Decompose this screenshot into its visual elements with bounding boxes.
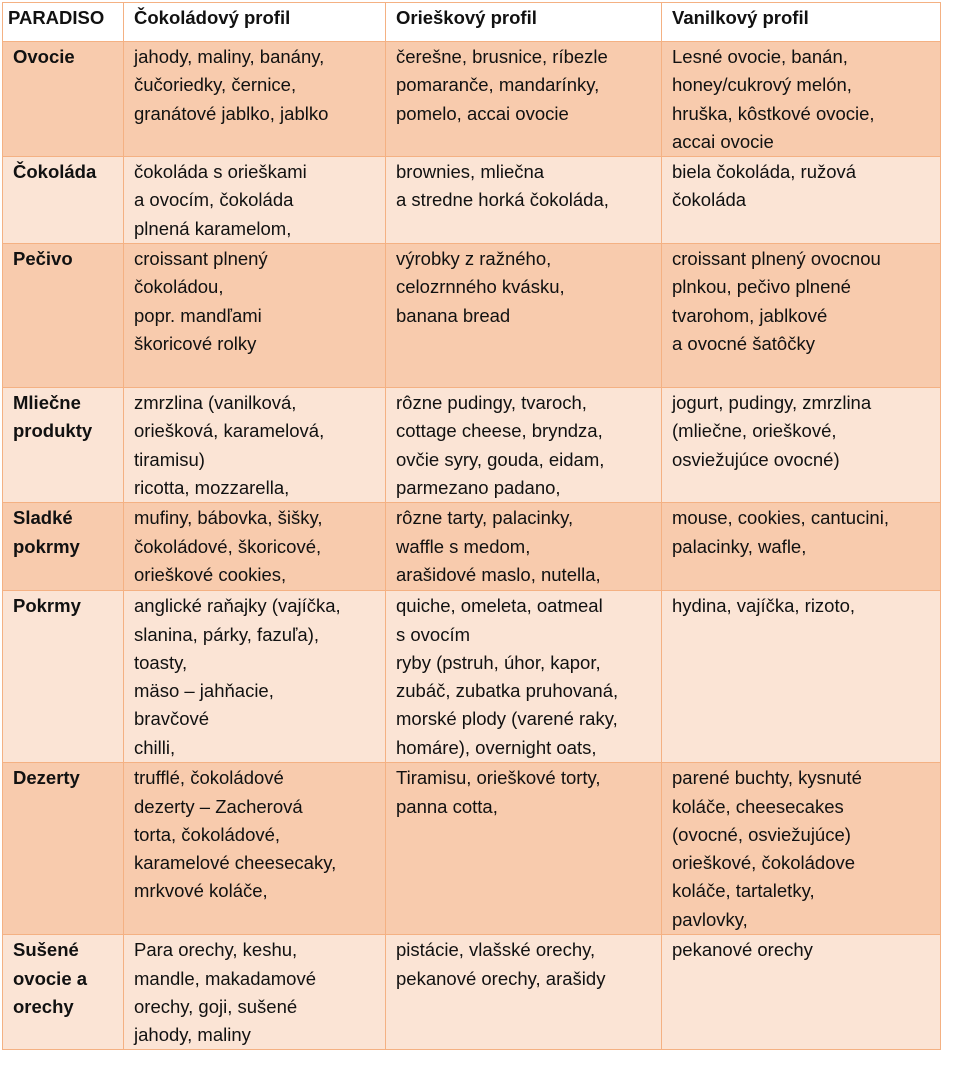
cell-line: anglické raňajky (vajíčka, <box>134 595 341 617</box>
cell-line: quiche, omeleta, oatmeal <box>396 595 603 617</box>
cell-line: chilli, <box>134 736 176 758</box>
cell-line: banana bread <box>396 304 511 326</box>
cell-line: orechy, goji, sušené <box>134 995 298 1017</box>
cell-line: pavlovky, <box>672 908 748 930</box>
cell-line: čokoláda <box>672 189 747 211</box>
cell-line: koláče, tartaletky, <box>672 880 815 902</box>
cell-line: čokoládou, <box>134 276 224 298</box>
cell-line: (ovocné, osviežujúce) <box>672 823 851 845</box>
category-cell <box>3 157 124 244</box>
vanilkovy-cell <box>662 763 941 935</box>
cell-line: koláče, cheesecakes <box>672 795 844 817</box>
category-cell <box>3 763 124 935</box>
cell-line: Mliečne <box>13 392 81 414</box>
cell-line: čučoriedky, černice, <box>134 74 297 96</box>
cell-line: výrobky z ražného, <box>396 248 552 270</box>
cokoladovy-cell <box>124 503 386 591</box>
cell-line: pomaranče, mandarínky, <box>396 74 600 96</box>
cokoladovy-cell <box>124 42 386 157</box>
cell-line: morské plody (varené raky, <box>396 708 618 730</box>
header-cell-cokoladovy: Čokoládový profil <box>124 3 386 42</box>
cell-line: Sušené <box>13 939 79 961</box>
orieskovy-cell <box>386 388 662 503</box>
category-cell <box>3 591 124 763</box>
orieskovy-cell <box>386 157 662 244</box>
category-cell <box>3 42 124 157</box>
cokoladovy-cell <box>124 935 386 1050</box>
cell-line: oriešková, karamelová, <box>134 420 325 442</box>
table-row <box>3 503 941 591</box>
cell-line: Čokoláda <box>13 161 97 183</box>
cell-line: Para orechy, keshu, <box>134 939 298 961</box>
cell-line: a ovocné šatôčky <box>672 332 815 354</box>
header-cell-paradiso: PARADISO <box>3 3 124 42</box>
table-row <box>3 244 941 388</box>
cokoladovy-cell <box>124 157 386 244</box>
cell-line: panna cotta, <box>396 795 498 817</box>
cell-line: ovčie syry, gouda, eidam, <box>396 448 605 470</box>
cell-line: s ovocím <box>396 623 471 645</box>
orieskovy-cell <box>386 763 662 935</box>
cell-line: slanina, párky, fazuľa), <box>134 623 319 645</box>
cell-line: Sladké <box>13 507 73 529</box>
cell-line: orieškové, čokoládove <box>672 852 856 874</box>
cell-line: croissant plnený ovocnou <box>672 248 881 270</box>
category-cell <box>3 244 124 388</box>
cell-line: zubáč, zubatka pruhovaná, <box>396 680 619 702</box>
pairing-table <box>2 2 941 1050</box>
cell-line: škoricové rolky <box>134 332 257 354</box>
cell-line: zmrzlina (vanilková, <box>134 392 297 414</box>
cell-line: bravčové <box>134 708 210 730</box>
cell-line: jahody, maliny <box>134 1024 251 1046</box>
cell-line: trufflé, čokoládové <box>134 767 284 789</box>
cell-line: granátové jablko, jablko <box>134 102 329 124</box>
cell-line: arašidové maslo, nutella, <box>396 563 601 585</box>
table-body <box>3 42 941 1050</box>
cell-line: croissant plnený <box>134 248 268 270</box>
cell-line: a stredne horká čokoláda, <box>396 189 609 211</box>
cell-line: orieškové cookies, <box>134 563 287 585</box>
cell-line: čokoládové, škoricové, <box>134 535 322 557</box>
cell-line: celozrnného kvásku, <box>396 276 565 298</box>
cell-line: cottage cheese, bryndza, <box>396 420 603 442</box>
cell-line: ryby (pstruh, úhor, kapor, <box>396 651 601 673</box>
cell-line: brownies, mliečna <box>396 161 545 183</box>
cell-line: čokoláda s orieškami <box>134 161 307 183</box>
cell-line: plnkou, pečivo plnené <box>672 276 851 298</box>
table-row <box>3 591 941 763</box>
cell-line: hruška, kôstkové ovocie, <box>672 102 875 124</box>
vanilkovy-cell <box>662 157 941 244</box>
orieskovy-cell <box>386 503 662 591</box>
category-cell <box>3 503 124 591</box>
cell-line: produkty <box>13 420 93 442</box>
cell-line: (mliečne, orieškové, <box>672 420 837 442</box>
cell-line: Pečivo <box>13 248 73 270</box>
cell-line: torta, čokoládové, <box>134 823 281 845</box>
cell-line: pomelo, accai ovocie <box>396 102 569 124</box>
cell-line: Pokrmy <box>13 595 81 617</box>
cell-line: hydina, vajíčka, rizoto, <box>672 595 856 617</box>
cell-line: mouse, cookies, cantucini, <box>672 507 889 529</box>
orieskovy-cell <box>386 244 662 388</box>
cell-line: mrkvové koláče, <box>134 880 268 902</box>
cell-line: homáre), overnight oats, <box>396 736 597 758</box>
cell-line: parmezano padano, <box>396 476 561 498</box>
cell-line: tiramisu) <box>134 448 205 470</box>
table-row <box>3 42 941 157</box>
cell-line: toasty, <box>134 651 188 673</box>
category-cell <box>3 388 124 503</box>
cell-line: waffle s medom, <box>396 535 531 557</box>
cell-line: mufiny, bábovka, šišky, <box>134 507 323 529</box>
header-cell-orieskovy: Orieškový profil <box>386 3 662 42</box>
cell-line: jahody, maliny, banány, <box>134 46 325 67</box>
cell-line: a ovocím, čokoláda <box>134 189 294 211</box>
cell-line: parené buchty, kysnuté <box>672 767 862 789</box>
cell-line: pekanové orechy <box>672 939 813 961</box>
cell-line: pekanové orechy, arašidy <box>396 967 606 989</box>
vanilkovy-cell <box>662 935 941 1050</box>
cell-line: ricotta, mozzarella, <box>134 476 290 498</box>
cell-line: Ovocie <box>13 46 75 67</box>
cell-line: pistácie, vlašské orechy, <box>396 939 596 961</box>
cell-line: dezerty – Zacherová <box>134 795 303 817</box>
cell-line: rôzne tarty, palacinky, <box>396 507 574 529</box>
vanilkovy-cell <box>662 503 941 591</box>
cell-line: osviežujúce ovocné) <box>672 448 840 470</box>
cell-line: pokrmy <box>13 535 80 557</box>
table-row <box>3 157 941 244</box>
orieskovy-cell <box>386 591 662 763</box>
orieskovy-cell <box>386 935 662 1050</box>
cell-line: čerešne, brusnice, ríbezle <box>396 46 608 67</box>
cell-line: tvarohom, jablkové <box>672 304 828 326</box>
header-cell-vanilkovy: Vanilkový profil <box>662 3 941 42</box>
cell-line: mandle, makadamové <box>134 967 317 989</box>
table-row <box>3 763 941 935</box>
cell-line: jogurt, pudingy, zmrzlina <box>672 392 872 414</box>
cell-line: accai ovocie <box>672 130 774 152</box>
vanilkovy-cell <box>662 388 941 503</box>
category-cell <box>3 935 124 1050</box>
cell-line: popr. mandľami <box>134 304 262 326</box>
cokoladovy-cell <box>124 388 386 503</box>
header-row <box>3 3 941 42</box>
cell-line: biela čokoláda, ružová <box>672 161 857 183</box>
table-row <box>3 935 941 1050</box>
orieskovy-cell <box>386 42 662 157</box>
cell-line: ovocie a <box>13 967 88 989</box>
cell-line: Tiramisu, orieškové torty, <box>396 767 601 789</box>
cell-line: plnená karamelom, <box>134 217 292 239</box>
cell-line: Dezerty <box>13 767 80 789</box>
cell-line: mäso – jahňacie, <box>134 680 274 702</box>
vanilkovy-cell <box>662 42 941 157</box>
cell-line: palacinky, wafle, <box>672 535 807 557</box>
vanilkovy-cell <box>662 591 941 763</box>
vanilkovy-cell <box>662 244 941 388</box>
cokoladovy-cell <box>124 763 386 935</box>
table-row <box>3 388 941 503</box>
cell-line: orechy <box>13 995 74 1017</box>
cell-line: Lesné ovocie, banán, <box>672 46 848 67</box>
cokoladovy-cell <box>124 244 386 388</box>
cell-line: rôzne pudingy, tvaroch, <box>396 392 587 414</box>
cell-line: honey/cukrový melón, <box>672 74 852 96</box>
cell-line: karamelové cheesecaky, <box>134 852 337 874</box>
cokoladovy-cell <box>124 591 386 763</box>
